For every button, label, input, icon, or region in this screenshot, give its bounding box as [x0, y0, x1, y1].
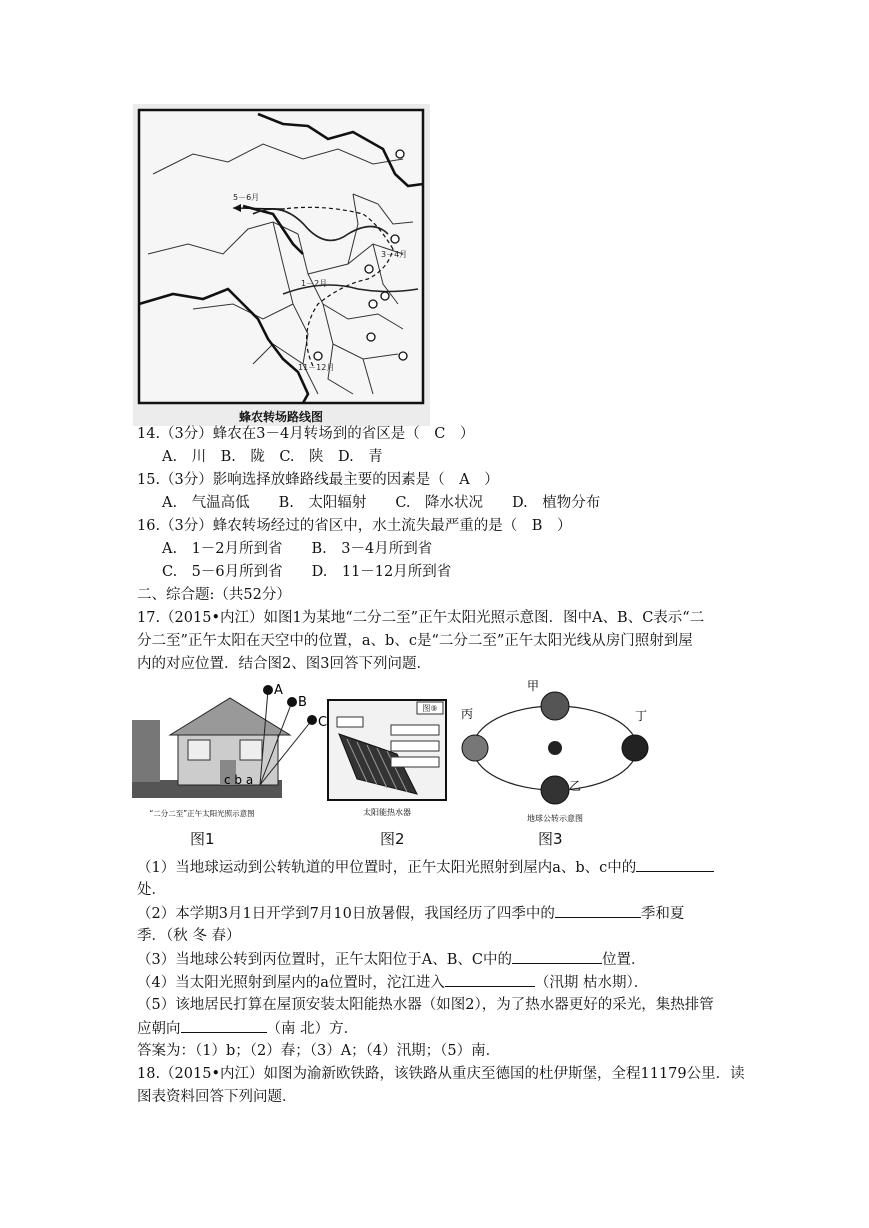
q17-sub5-tail: （南 北）方．: [266, 1021, 359, 1037]
q17-sub5-line1: （5）该地居民打算在屋顶安装太阳能热水器（如图2），为了热水器更好的采光，集热排管: [137, 997, 714, 1013]
q17-sub3-blank: [512, 949, 602, 964]
q14-stem: 14.（3分）蜂农在3－4月转场到的省区是（ C ）: [137, 426, 475, 442]
q17-sub1-line1: [137, 857, 714, 878]
fig2-caption: 太阳能热水器: [363, 808, 411, 817]
fig3-pos-ding: 丁: [635, 709, 648, 723]
q17-sub4-text: （4）当太阳光照射到屋内的a位置时，沱江进入: [137, 975, 445, 991]
q17-sub2-text: （2）本学期3月1日开学到7月10日放暑假，我国经历了四季中的: [137, 906, 555, 922]
q17-sub4-blank: [445, 972, 535, 987]
q17-sub4: [137, 972, 648, 993]
q16-stem: 16.（3分）蜂农转场经过的省区中，水土流失最严重的是（ B ）: [137, 518, 572, 534]
fig1-inner-labels: c b a: [224, 773, 254, 787]
q17-intro-line2: 分二至”正午太阳在天空中的位置，a、b、c是“二分二至”正午太阳光线从房门照射到屋: [137, 633, 693, 649]
q17-sub3: [137, 949, 645, 970]
fig3-pos-yi: 乙: [569, 779, 582, 793]
section-heading: 二、综合题:（共52分）: [137, 587, 291, 603]
q17-sub1-text: （1）当地球运动到公转轨道的甲位置时，正午太阳光照射到屋内a、b、c中的: [137, 860, 637, 876]
q17-sub1-line2: 处．: [137, 882, 166, 898]
q17-sub5-text: 应朝向: [137, 1021, 181, 1037]
figure-3-drawing: [455, 680, 670, 822]
q17-sub4-tail: （汛期 枯水期）．: [534, 975, 649, 991]
map-label-nov-dec: 11－12月: [298, 363, 335, 372]
fig1-point-a: A: [274, 683, 283, 698]
bee-route-map: [133, 104, 430, 426]
q17-sub2-tail: 季和夏: [640, 906, 685, 922]
q17-sub1-blank: [636, 857, 714, 872]
q17-sub5-line2: [137, 1018, 358, 1039]
figure-2-water-heater: [327, 699, 447, 822]
sun-icon: [548, 741, 562, 755]
q17-intro-line1: 17.（2015•内江）如图1为某地“二分二至”正午太阳光照示意图．图中A、B、C表示“二: [137, 610, 705, 626]
figure-1-label: 图1: [190, 830, 215, 848]
figure-1-sun-diagram: [130, 680, 330, 822]
q17-sub3-tail: 位置．: [601, 952, 646, 968]
fig3-pos-bing: 丙: [461, 707, 474, 721]
figure-1-drawing: [130, 680, 330, 822]
q17-sub2-line1: [137, 903, 684, 924]
fig1-caption: “二分二至”正午太阳光照示意图: [149, 809, 255, 818]
q15-stem: 15.（3分）影响选择放蜂路线最主要的因素是（ A ）: [137, 472, 499, 488]
q14-options: A. 川 B. 陇 C. 陕 D. 青: [162, 449, 383, 465]
fig3-caption: 地球公转示意图: [527, 814, 583, 822]
map-label-jan-feb: 1－2月: [301, 279, 328, 288]
figure-3-orbit: [455, 680, 670, 822]
map-caption: 蜂农转场路线图: [238, 410, 324, 424]
q17-sub3-text: （3）当地球公转到丙位置时，正午太阳位于A、B、C中的: [137, 952, 512, 968]
fig1-point-b: B: [298, 695, 307, 710]
fig1-point-c: C: [318, 715, 328, 730]
q18-line1: 18.（2015•内江）如图为渝新欧铁路，该铁路从重庆至德国的杜伊斯堡，全程11179公里．读: [137, 1066, 745, 1082]
q17-intro-line3: 内的对应位置．结合图2、图3回答下列问题．: [137, 656, 431, 672]
map-label-march-april: 3－4月: [381, 250, 408, 259]
q16-options-row1: A. 1－2月所到省 B. 3－4月所到省: [162, 541, 433, 557]
figure-2-drawing: [327, 699, 447, 822]
figure-3-label: 图3: [538, 830, 563, 848]
q18-line2: 图表资料回答下列问题．: [137, 1089, 297, 1105]
fig3-pos-jia: 甲: [527, 680, 540, 693]
figure-2-label: 图2: [380, 830, 405, 848]
q16-options-row2: C. 5－6月所到省 D. 11－12月所到省: [162, 564, 452, 580]
q17-sub2-blank: [555, 903, 641, 918]
q15-options: A. 气温高低 B. 太阳辐射 C. 降水状况 D. 植物分布: [162, 495, 601, 511]
fig2-tag: 图⑨: [422, 704, 438, 713]
map-drawing: [133, 104, 430, 426]
q17-sub5-blank: [181, 1018, 267, 1033]
q17-sub2-line2: 季．（秋 冬 春）: [137, 928, 241, 944]
map-label-may-june: 5－6月: [233, 193, 260, 202]
q17-answer: 答案为：（1）b；（2）春；（3）A；（4）汛期；（5）南．: [137, 1043, 501, 1059]
